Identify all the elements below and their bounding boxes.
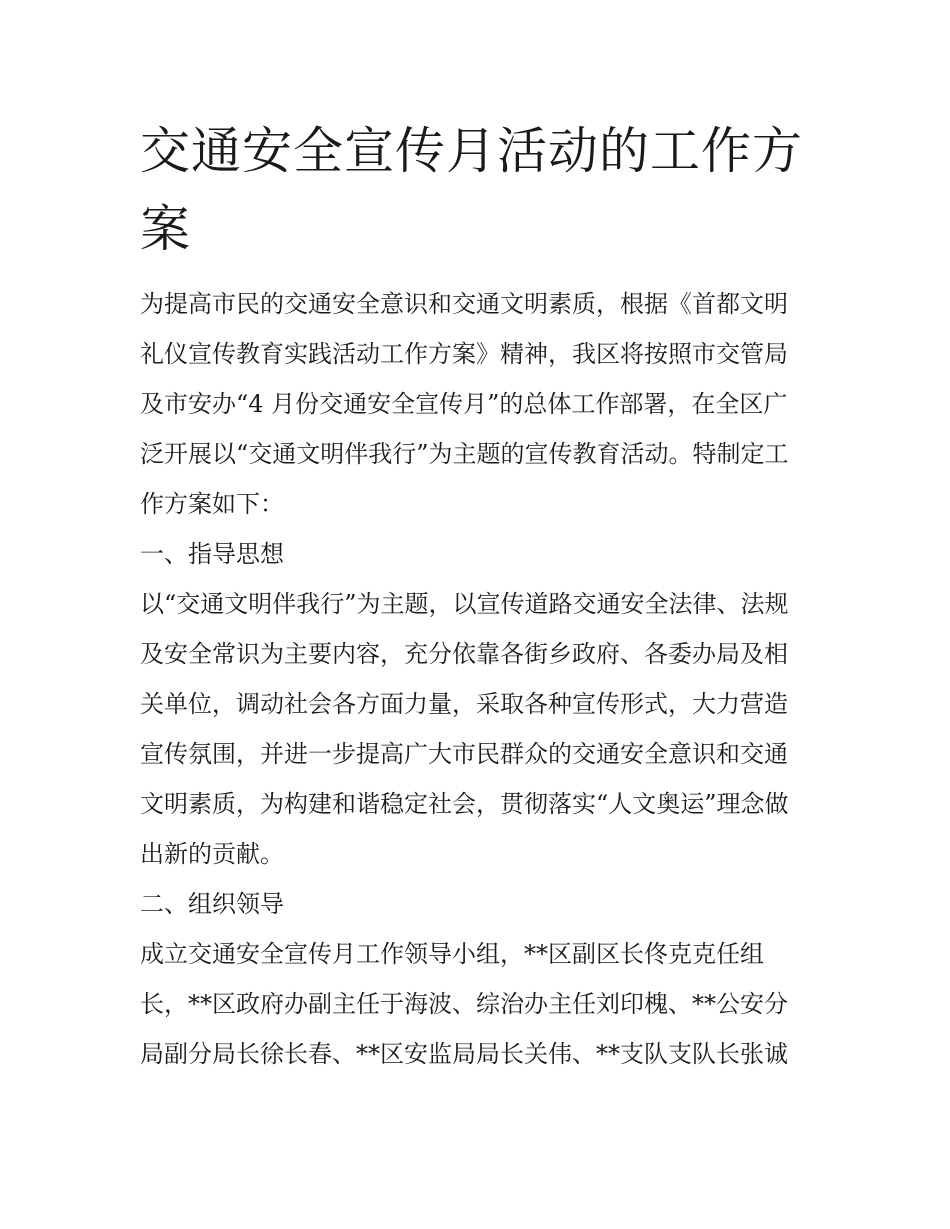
paragraph-line: 作方案如下： — [140, 490, 284, 518]
paragraph-line: 泛开展以“交通文明伴我行”为主题的宣传教育活动。特制定工 — [140, 440, 789, 468]
paragraph-line: 为提高市民的交通安全意识和交通文明素质，根据《首都文明 — [140, 290, 788, 318]
section-heading: 一、指导思想 — [140, 540, 284, 568]
paragraph-line: 文明素质，为构建和谐稳定社会，贯彻落实“人文奥运”理念做 — [140, 790, 789, 818]
paragraph-line: 成立交通安全宣传月工作领导小组，**区副区长佟克克任组 — [140, 940, 764, 968]
document-title: 交通安全宣传月活动的工作方案 — [140, 122, 803, 258]
paragraph-line: 及安全常识为主要内容，充分依靠各街乡政府、各委办局及相 — [140, 640, 788, 668]
paragraph-line: 及市安办“4 月份交通安全宣传月”的总体工作部署，在全区广 — [140, 390, 788, 418]
paragraph-line: 宣传氛围，并进一步提高广大市民群众的交通安全意识和交通 — [140, 740, 788, 768]
paragraph-line: 出新的贡献。 — [140, 840, 284, 868]
paragraph-line: 礼仪宣传教育实践活动工作方案》精神，我区将按照市交管局 — [140, 340, 788, 368]
paragraph-line: 局副分局长徐长春、**区安监局局长关伟、**支队支队长张诚 — [140, 1040, 788, 1068]
paragraph-line: 关单位，调动社会各方面力量，采取各种宣传形式，大力营造 — [140, 690, 788, 718]
paragraph-line: 以“交通文明伴我行”为主题，以宣传道路交通安全法律、法规 — [140, 590, 789, 618]
paragraph-line: 长，**区政府办副主任于海波、综治办主任刘印槐、**公安分 — [140, 990, 788, 1018]
section-heading: 二、组织领导 — [140, 890, 284, 918]
